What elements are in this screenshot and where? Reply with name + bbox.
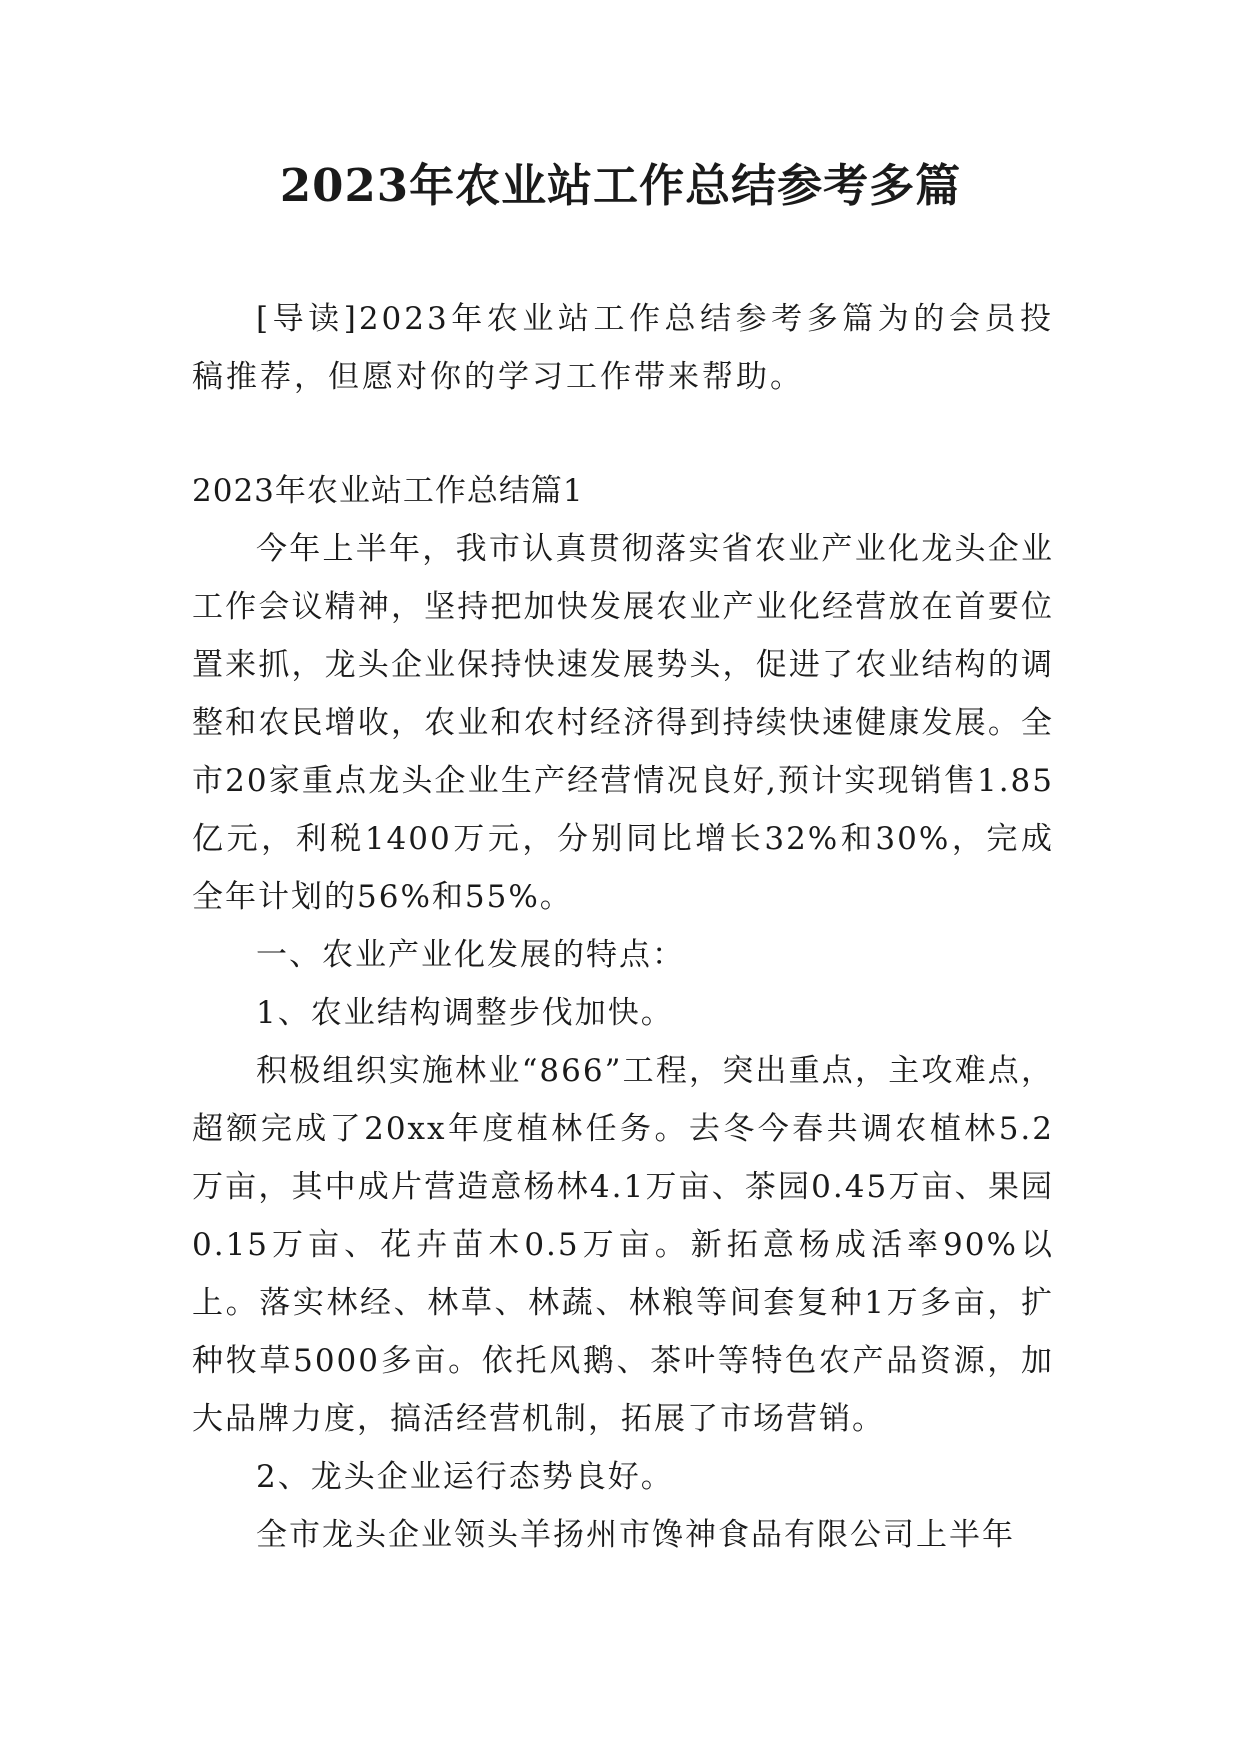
intro-block bbox=[192, 290, 1054, 406]
paragraph-overview: 今年上半年，我市认真贯彻落实省农业产业化龙头企业工作会议精神，坚持把加快发展农业产业化经营放在首要位置来抓，龙头企业保持快速发展势头，促进了农业结构的调整和农民增收，农业和农村经济得到持续快速健康发展。全市20家重点龙头企业生产经营情况良好,预计实现销售1.85亿元，利税1400万元，分别同比增长32%和30%，完成全年计划的56%和55%。 bbox=[192, 531, 1054, 915]
body-text bbox=[192, 520, 1054, 1564]
paragraph-leading-enterprise: 全市龙头企业领头羊扬州市馋神食品有限公司上半年 bbox=[256, 1517, 1015, 1553]
paragraph-subheading-1: 1、农业结构调整步伐加快。 bbox=[256, 995, 674, 1031]
section-heading: 2023年农业站工作总结篇1 bbox=[192, 473, 584, 509]
paragraph-heading-features: 一、农业产业化发展的特点： bbox=[256, 937, 685, 973]
intro-paragraph: [导读]2023年农业站工作总结参考多篇为的会员投稿推荐，但愿对你的学习工作带来帮助。 bbox=[192, 301, 1054, 395]
document-title: 2023年农业站工作总结参考多篇 bbox=[279, 159, 962, 212]
paragraph-subheading-2: 2、龙头企业运行态势良好。 bbox=[256, 1459, 674, 1495]
paragraph-forestry: 积极组织实施林业“866”工程，突出重点，主攻难点，超额完成了20xx年度植林任务。去冬今春共调农植林5.2万亩，其中成片营造意杨林4.1万亩、茶园0.45万亩、果园0.15万亩、花卉苗木0.5万亩。新拓意杨成活率90%以上。落实林经、林草、林蔬、林粮等间套复种1万多亩，扩种牧草5000多亩。依托风鹅、茶叶等特色农产品资源，加大品牌力度，搞活经营机制，拓展了市场营销。 bbox=[192, 1053, 1054, 1437]
